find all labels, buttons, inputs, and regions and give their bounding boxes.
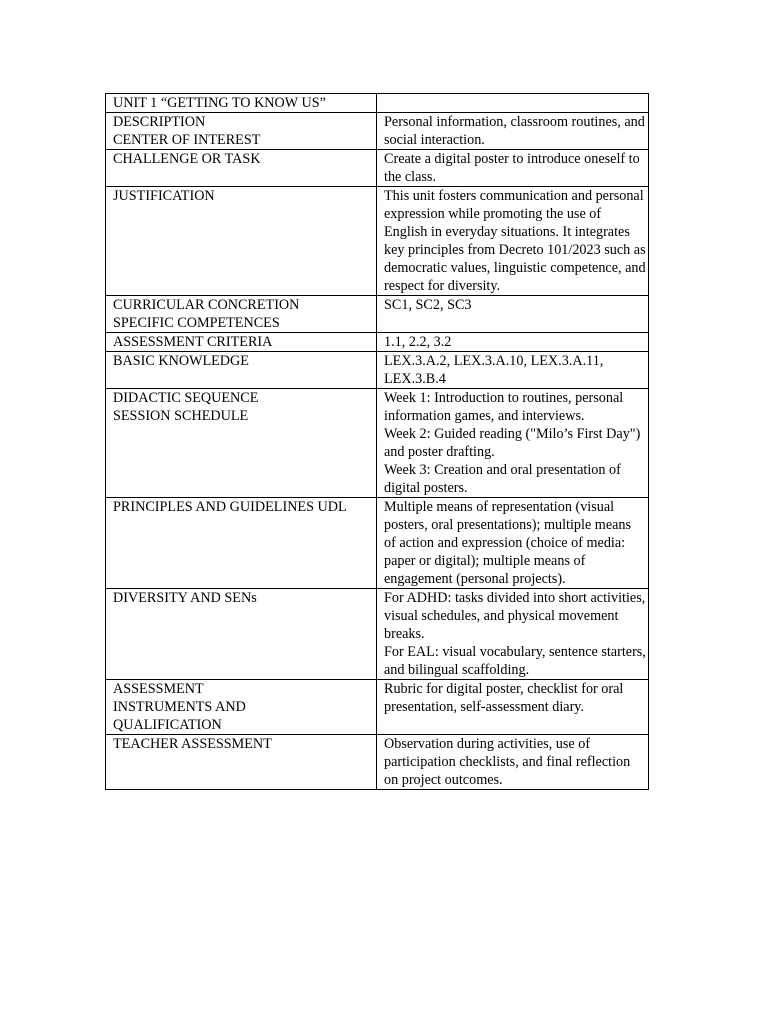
unit-title-cell: UNIT 1 “GETTING TO KNOW US” bbox=[106, 94, 377, 113]
row-content: Rubric for digital poster, checklist for oral presentation, self-assessment diary. bbox=[377, 680, 649, 735]
table-row bbox=[106, 187, 649, 296]
row-content: For ADHD: tasks divided into short activities, visual schedules, and physical movement breaks. For EAL: visual vocabulary, sentence starters, and bilingual scaffolding. bbox=[377, 589, 649, 680]
table-row bbox=[106, 735, 649, 790]
row-content: Week 1: Introduction to routines, personal information games, and interviews. Week 2: Guided reading ("Milo’s First Day") and poster drafting. Week 3: Creation and oral presentation of digital posters. bbox=[377, 389, 649, 498]
unit-title-empty-cell bbox=[377, 94, 649, 113]
row-label: DESCRIPTION CENTER OF INTEREST bbox=[106, 113, 377, 150]
row-label: DIVERSITY AND SENs bbox=[106, 589, 377, 680]
table-row bbox=[106, 680, 649, 735]
table-row bbox=[106, 113, 649, 150]
row-content: This unit fosters communication and personal expression while promoting the use of English in everyday situations. It integrates key principles from Decreto 101/2023 such as democratic values, linguistic competence, and respect for diversity. bbox=[377, 187, 649, 296]
table-row bbox=[106, 150, 649, 187]
row-content: Create a digital poster to introduce oneself to the class. bbox=[377, 150, 649, 187]
table-row bbox=[106, 296, 649, 333]
row-label: CURRICULAR CONCRETION SPECIFIC COMPETENCES bbox=[106, 296, 377, 333]
row-label: JUSTIFICATION bbox=[106, 187, 377, 296]
row-content: SC1, SC2, SC3 bbox=[377, 296, 649, 333]
row-label: ASSESSMENT CRITERIA bbox=[106, 333, 377, 352]
row-label: PRINCIPLES AND GUIDELINES UDL bbox=[106, 498, 377, 589]
row-label: CHALLENGE OR TASK bbox=[106, 150, 377, 187]
unit-plan-table bbox=[105, 93, 649, 790]
row-content: Personal information, classroom routines, and social interaction. bbox=[377, 113, 649, 150]
row-label: ASSESSMENT INSTRUMENTS AND QUALIFICATION bbox=[106, 680, 377, 735]
table-row bbox=[106, 333, 649, 352]
row-label: BASIC KNOWLEDGE bbox=[106, 352, 377, 389]
row-content: LEX.3.A.2, LEX.3.A.10, LEX.3.A.11, LEX.3.B.4 bbox=[377, 352, 649, 389]
row-content: 1.1, 2.2, 3.2 bbox=[377, 333, 649, 352]
table-row bbox=[106, 498, 649, 589]
table-row bbox=[106, 94, 649, 113]
table-row bbox=[106, 589, 649, 680]
unit-plan-table-body bbox=[106, 94, 649, 790]
row-label: DIDACTIC SEQUENCE SESSION SCHEDULE bbox=[106, 389, 377, 498]
row-content: Multiple means of representation (visual posters, oral presentations); multiple means of action and expression (choice of media: paper or digital); multiple means of engagement (personal projects). bbox=[377, 498, 649, 589]
table-row bbox=[106, 389, 649, 498]
row-content: Observation during activities, use of participation checklists, and final reflection on project outcomes. bbox=[377, 735, 649, 790]
table-row bbox=[106, 352, 649, 389]
row-label: TEACHER ASSESSMENT bbox=[106, 735, 377, 790]
